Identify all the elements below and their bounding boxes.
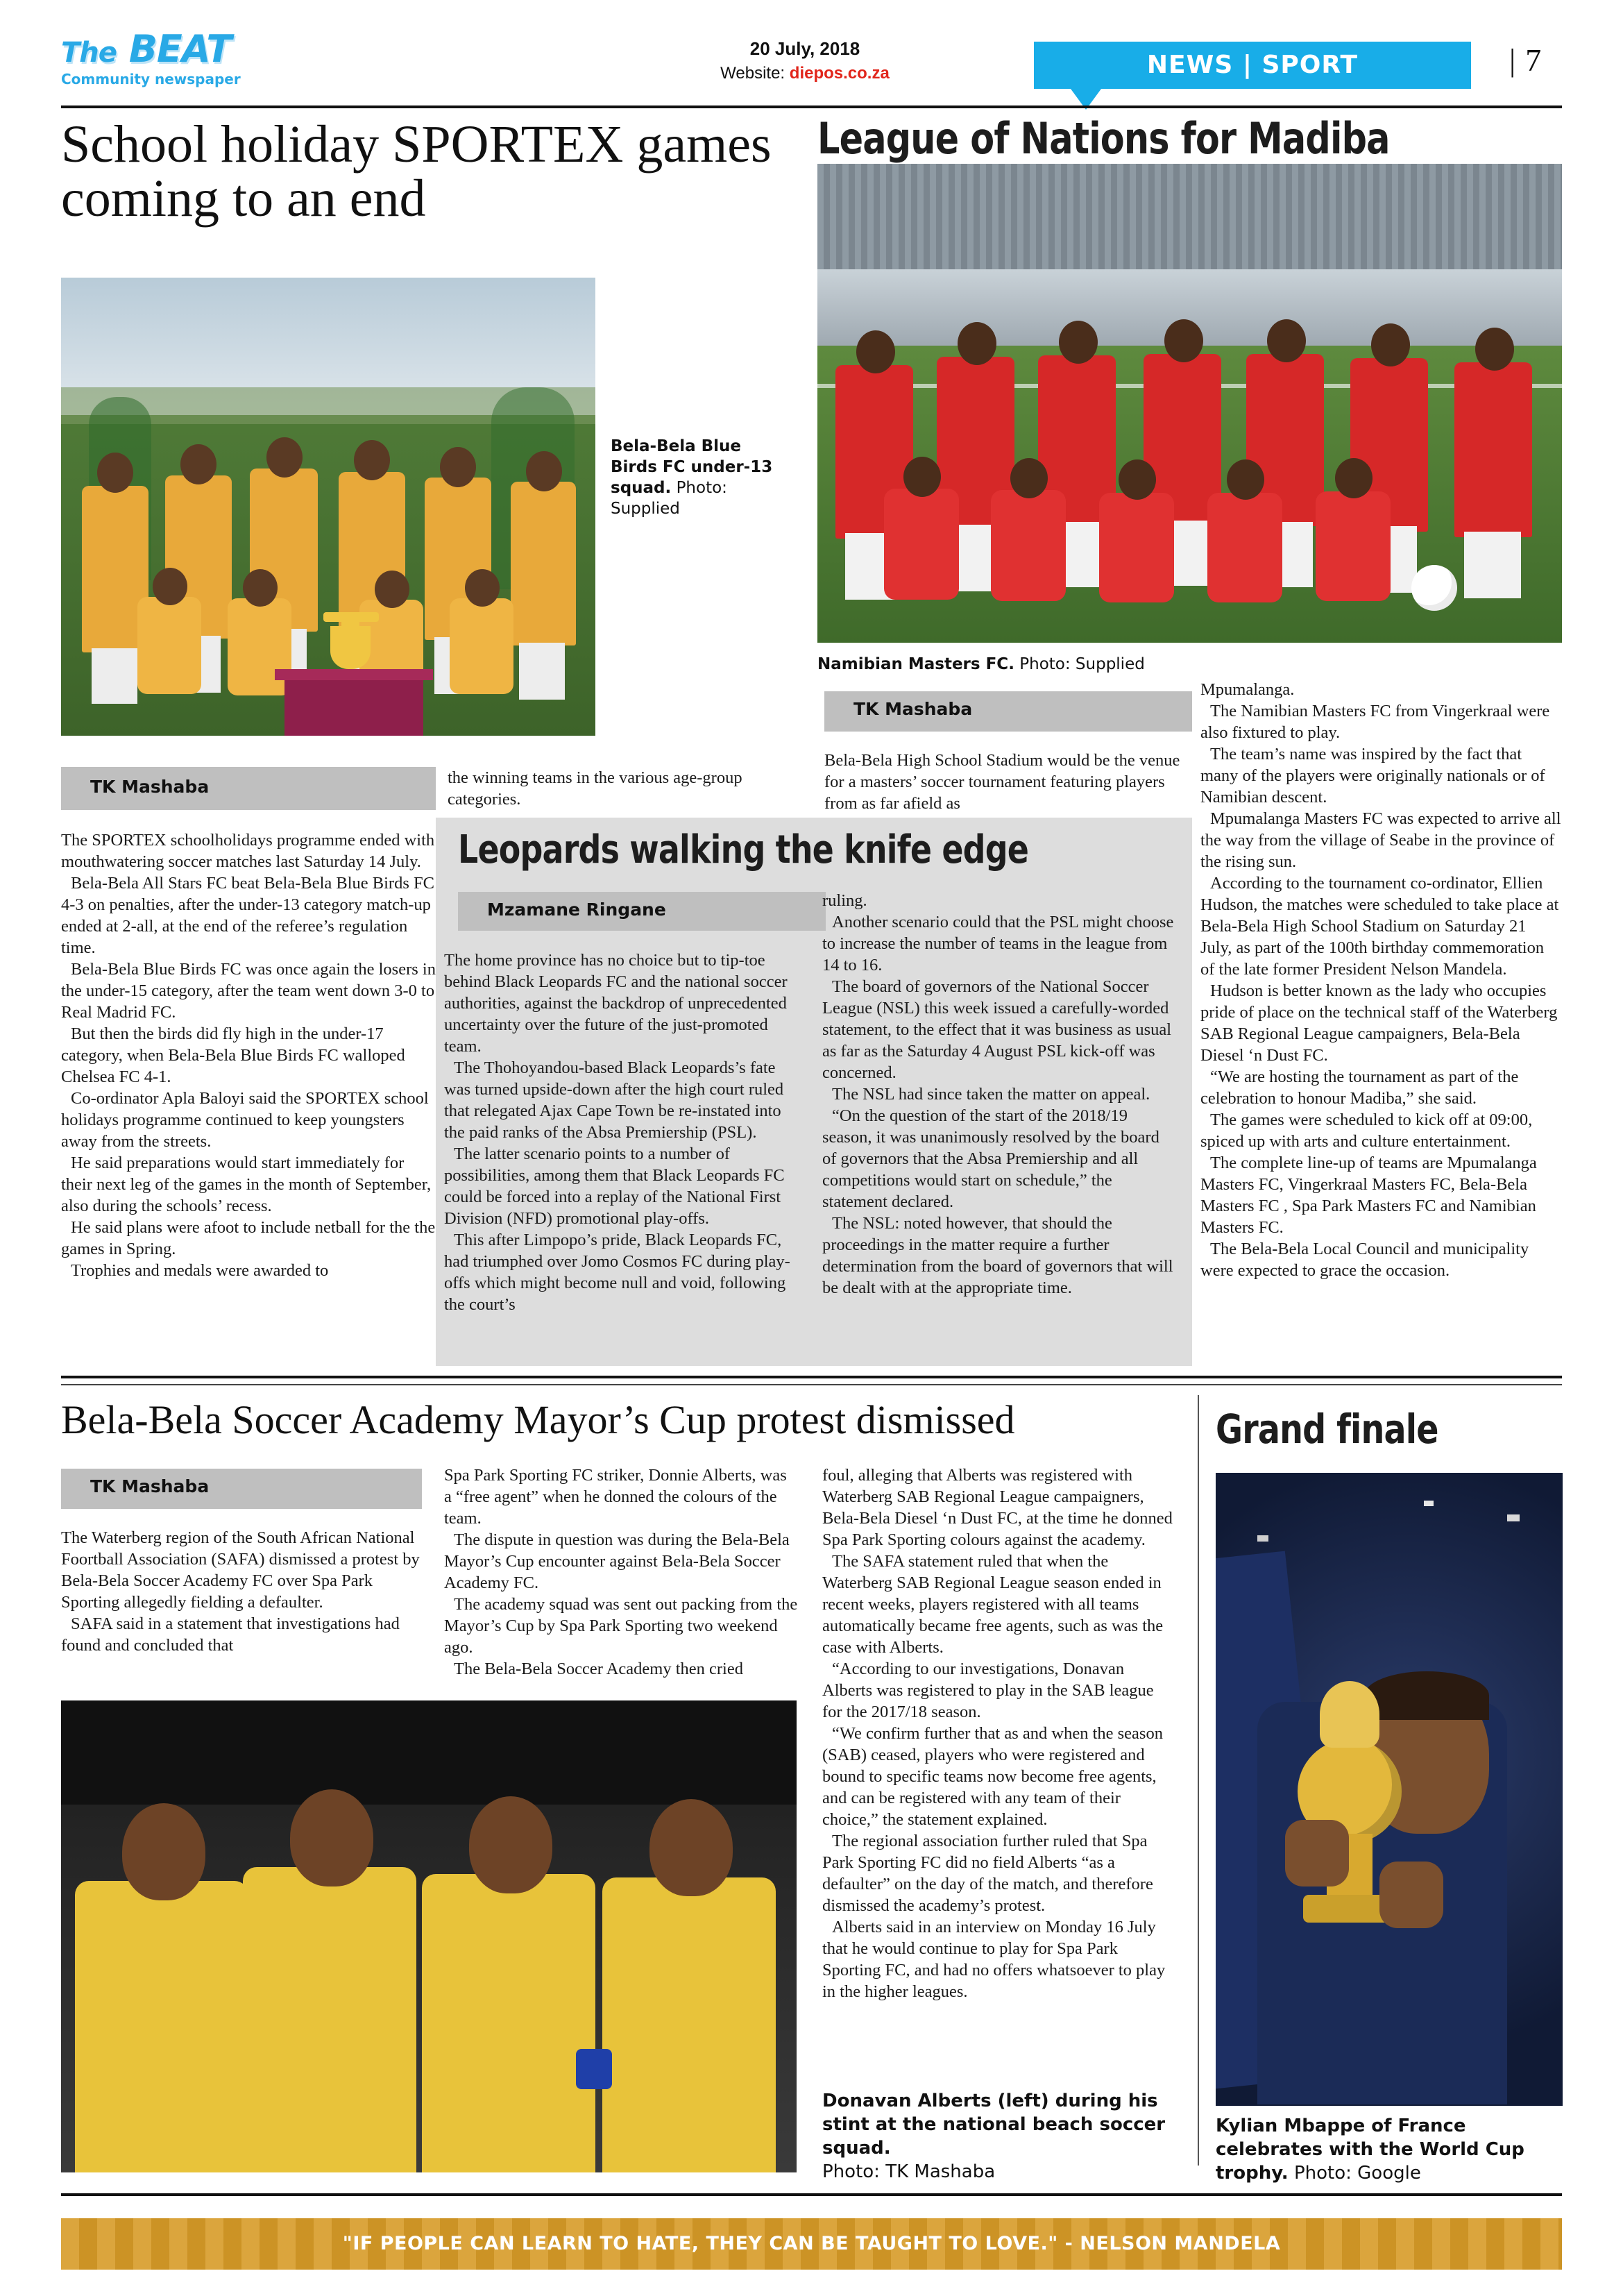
- sportex-photo-caption-credit: Photo: Supplied: [611, 479, 727, 518]
- academy-photo-caption: [822, 2089, 1176, 2184]
- footer-rule: [61, 2193, 1562, 2196]
- website-line: [611, 64, 999, 83]
- paragraph: The team’s name was inspired by the fact that many of the players were originally nationals or of Namibian descent.: [1200, 745, 1545, 807]
- madiba-photo-caption-credit: Photo: Supplied: [1019, 655, 1145, 673]
- paragraph: He said plans were afoot to include netball for the the games in Spring.: [61, 1218, 436, 1258]
- bottom-column-divider: [1198, 1395, 1199, 2166]
- website-url[interactable]: diepos.co.za: [789, 64, 890, 83]
- paragraph: Bela-Bela Blue Birds FC was once again the losers in the under-15 category, after the team went down 3-0 to Real Madrid FC.: [61, 960, 436, 1022]
- paragraph: “We confirm further that as and when the season (SAB) ceased, players who were registered and bound to specific teams now become free agents, and can be registered with any team of their choice,” the statement explained.: [822, 1724, 1163, 1829]
- madiba-byline-label: TK Mashaba: [853, 699, 973, 719]
- paragraph: The Namibian Masters FC from Vingerkraal were also fixtured to play.: [1200, 702, 1550, 742]
- paragraph: “We are hosting the tournament as part of the celebration to honour Madiba,” she said.: [1200, 1067, 1519, 1108]
- academy-body-col1: [61, 1527, 422, 1656]
- paragraph: The regional association further ruled that Spa Park Sporting FC did no field Alberts “as a defaulter” on the day of the match, and therefore dismissed the academy’s protest.: [822, 1832, 1153, 1915]
- paragraph: The home province has no choice but to tip-toe behind Black Leopards FC and the national soccer authorities, against the backdrop of unprecedented uncertainty over the future of the just-promoted team.: [444, 951, 788, 1056]
- paragraph: But then the birds did fly high in the under-17 category, when Bela-Bela Blue Birds FC walloped Chelsea FC 4-1.: [61, 1024, 405, 1086]
- academy-photo-caption-bold: Donavan Alberts (left) during his stint at the national beach soccer squad.: [822, 2091, 1166, 2159]
- website-label: Website:: [720, 64, 785, 83]
- leopards-body-col2: [822, 890, 1176, 1299]
- academy-beach-soccer-photo: [61, 1700, 797, 2172]
- paragraph: This after Limpopo’s pride, Black Leopards FC, had triumphed over Jomo Cosmos FC during play-offs which might become null and void, following the court’s: [444, 1231, 790, 1314]
- academy-byline-label: TK Mashaba: [90, 1476, 210, 1496]
- paragraph: Alberts said in an interview on Monday 16 July that he would continue to play for Spa Park Sporting FC, and had no offers whatsoever to play in the higher leagues.: [822, 1918, 1166, 2001]
- sportex-body-col2: [448, 767, 808, 810]
- madiba-photo-caption-bold: Namibian Masters FC.: [817, 655, 1014, 673]
- sportex-headline: School holiday SPORTEX games coming to an end: [61, 115, 772, 228]
- paragraph: foul, alleging that Alberts was registered with Waterberg SAB Regional League campaigners, Bela-Bela Diesel ‘n Dust FC, at the time he donned Spa Park Sporting colours against the academy.: [822, 1466, 1173, 1549]
- section-divider-rule: [61, 1376, 1562, 1378]
- madiba-body-col-mid: [824, 750, 1185, 814]
- madiba-photo-caption: [817, 654, 1303, 675]
- logo-beat: BEAT: [128, 27, 232, 71]
- paragraph: Hudson is better known as the lady who occupies pride of place on the technical staff of the Waterberg SAB Regional League campaigners, Bela-Bela Diesel ‘n Dust FC.: [1200, 981, 1558, 1065]
- paragraph: ruling.: [822, 891, 867, 910]
- sportex-photo-caption: [611, 436, 784, 519]
- paragraph: The NSL: noted however, that should the proceedings in the matter require a further determination from the board of governors that will be dealt with at the appropriate time.: [822, 1214, 1173, 1297]
- paragraph: The Bela-Bela Local Council and municipality were expected to grace the occasion.: [1200, 1240, 1529, 1280]
- section-divider-rule-thin: [61, 1384, 1562, 1385]
- paragraph: The games were scheduled to kick off at 09:00, spiced up with arts and culture entertainment.: [1200, 1111, 1533, 1151]
- masthead: [0, 0, 1623, 118]
- sportex-byline-label: TK Mashaba: [90, 777, 210, 797]
- paragraph: The SAFA statement ruled that when the Waterberg SAB Regional League season ended in recent weeks, players registered with all teams automatically became free agents, such as was the case with Alberts.: [822, 1552, 1164, 1657]
- paragraph: The academy squad was sent out packing from the Mayor’s Cup by Spa Park Sporting two weekend ago.: [444, 1595, 798, 1657]
- paragraph: Bela-Bela All Stars FC beat Bela-Bela Blue Birds FC 4-3 on penalties, after the under-13 category match-up ended at 2-all, at the end of the referee’s regulation time.: [61, 874, 434, 957]
- grandfinale-photo-caption-credit: Photo: Google: [1293, 2163, 1421, 2184]
- academy-byline: [61, 1469, 422, 1509]
- leopards-byline: [458, 892, 826, 931]
- paragraph: He said preparations would start immediately for their next leg of the games in the month of September, also during the schools’ recess.: [61, 1154, 432, 1215]
- logo-the: The: [61, 37, 117, 69]
- leopards-headline: Leopards walking the knife edge: [458, 827, 1029, 872]
- paragraph: the winning teams in the various age-group categories.: [448, 768, 742, 809]
- paragraph: The Bela-Bela Soccer Academy then cried: [454, 1660, 743, 1678]
- paragraph: Trophies and medals were awarded to: [71, 1261, 329, 1280]
- paragraph: Co-ordinator Apla Baloyi said the SPORTEX school holidays programme continued to keep youngsters away from the streets.: [61, 1089, 429, 1151]
- page-divider: |: [1509, 42, 1516, 78]
- section-banner: [1034, 42, 1471, 89]
- grandfinale-photo-caption: [1216, 2114, 1563, 2185]
- masthead-rule: [61, 105, 1562, 108]
- madiba-headline: League of Nations for Madiba: [817, 113, 1390, 164]
- academy-body-col2: [444, 1464, 798, 1680]
- leopards-body-col1: [444, 949, 791, 1315]
- issue-date-block: [611, 38, 999, 83]
- paragraph: The Thohoyandou-based Black Leopards’s fate was turned upside-down after the high court ruled that relegated Ajax Cape Town be re-instated into the paid ranks of the Absa Premiership (PSL).: [444, 1058, 784, 1142]
- footer-quote-bar: [61, 2218, 1562, 2270]
- academy-body-col3: [822, 1464, 1176, 2002]
- paragraph: Another scenario could that the PSL might choose to increase the number of teams in the league from 14 to 16.: [822, 913, 1174, 974]
- grandfinale-mbappe-photo: [1216, 1473, 1563, 2106]
- paragraph: SAFA said in a statement that investigations had found and concluded that: [61, 1614, 400, 1655]
- sportex-team-photo: [61, 278, 595, 736]
- paragraph: Spa Park Sporting FC striker, Donnie Alberts, was a “free agent” when he donned the colours of the team.: [444, 1466, 787, 1528]
- section-label: NEWS | SPORT: [1146, 51, 1359, 79]
- madiba-byline: [824, 691, 1192, 732]
- madiba-body-col-right: [1200, 679, 1561, 1281]
- grandfinale-photo-caption-bold: Kylian Mbappe of France celebrates with the World Cup trophy.: [1216, 2116, 1524, 2184]
- academy-photo-caption-credit: Photo: TK Mashaba: [822, 2161, 996, 2182]
- paragraph: The NSL had since taken the matter on appeal.: [832, 1085, 1150, 1104]
- paragraph: The board of governors of the National Soccer League (NSL) this week issued a carefully-worded statement, to the effect that it was business as usual as far as the Saturday 4 August PSL kick-off was concerned.: [822, 977, 1172, 1082]
- page-number: 7: [1525, 42, 1542, 78]
- paragraph: The latter scenario points to a number of possibilities, among them that Black Leopards FC could be forced into a replay of the National First Division (NFD) promotional play-offs.: [444, 1145, 785, 1228]
- paragraph: The complete line-up of teams are Mpumalanga Masters FC, Vingerkraal Masters FC, Bela-Bela Masters FC , Spa Park Masters FC and Namibian Masters FC.: [1200, 1154, 1537, 1237]
- paragraph: “According to our investigations, Donavan Alberts was registered to play in the SAB league for the 2017/18 season.: [822, 1660, 1154, 1721]
- paragraph: Bela-Bela High School Stadium would be the venue for a masters’ soccer tournament featuring players from as far afield as: [824, 751, 1180, 813]
- newspaper-logo: [61, 27, 255, 87]
- paragraph: According to the tournament co-ordinator, Ellien Hudson, the matches were scheduled to take place at Bela-Bela High School Stadium on Saturday 21 July, as part of the 100th birthday commemoration of the late former President Nelson Mandela.: [1200, 874, 1559, 979]
- footer-quote: "IF PEOPLE CAN LEARN TO HATE, THEY CAN BE TAUGHT TO LOVE." - NELSON MANDELA: [342, 2233, 1281, 2254]
- leopards-byline-label: Mzamane Ringane: [487, 900, 666, 920]
- paragraph: “On the question of the start of the 2018/19 season, it was unanimously resolved by the board of governors that the Absa Premiership and all competitions would start on schedule,” the statement declared.: [822, 1106, 1159, 1211]
- paragraph: The Waterberg region of the South African National Foortball Association (SAFA) dismissed a protest by Bela-Bela Soccer Academy FC over Spa Park Sporting allegedly fielding a defaulter.: [61, 1528, 420, 1612]
- sportex-byline: [61, 767, 436, 810]
- paragraph: Mpumalanga.: [1200, 680, 1295, 699]
- paragraph: Mpumalanga Masters FC was expected to arrive all the way from the village of Seabe in the province of the rising sun.: [1200, 809, 1561, 871]
- logo-wordmark: [61, 27, 255, 71]
- grandfinale-headline: Grand finale: [1216, 1406, 1438, 1453]
- logo-tagline: Community newspaper: [61, 71, 255, 87]
- page-number-block: [1509, 42, 1541, 78]
- paragraph: The dispute in question was during the Bela-Bela Mayor’s Cup encounter against Bela-Bela Soccer Academy FC.: [444, 1530, 790, 1592]
- sportex-photo-caption-bold: Bela-Bela Blue Birds FC under-13 squad.: [611, 437, 773, 497]
- academy-headline: Bela-Bela Soccer Academy Mayor’s Cup protest dismissed: [61, 1397, 1015, 1442]
- issue-date: 20 July, 2018: [749, 38, 860, 59]
- sportex-body-col1: [61, 829, 436, 1281]
- paragraph: The SPORTEX schoolholidays programme ended with mouthwatering soccer matches last Saturday 14 July.: [61, 831, 435, 871]
- madiba-team-photo: [817, 164, 1562, 643]
